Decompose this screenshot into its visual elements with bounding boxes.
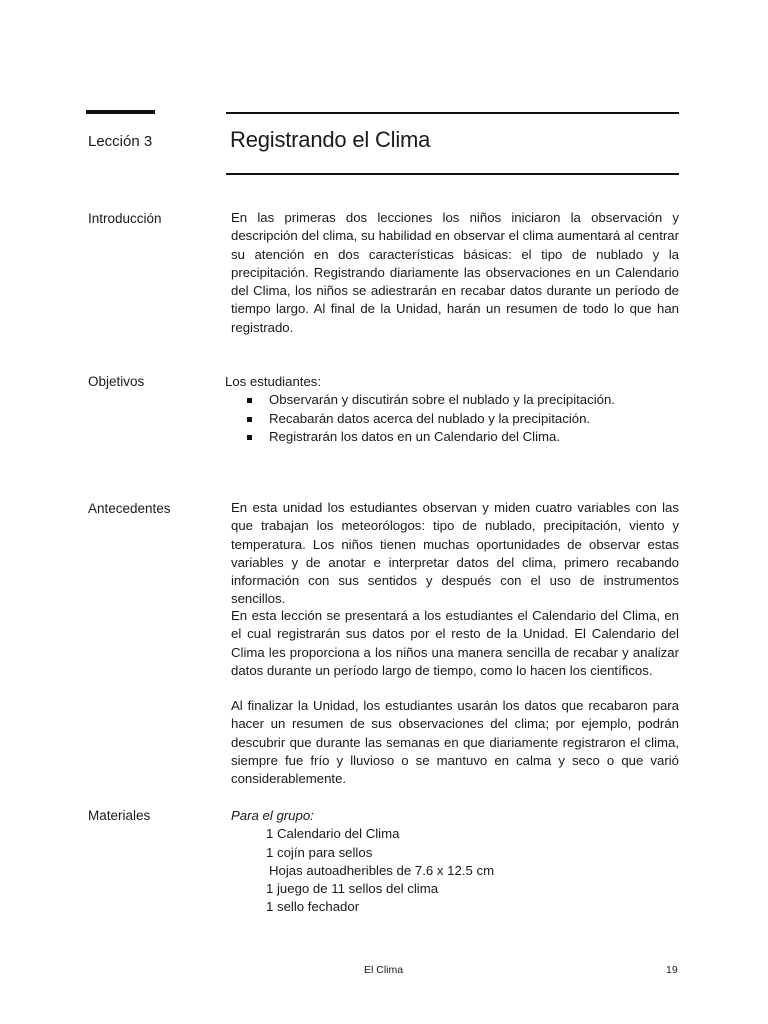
section-label-background: Antecedentes [88, 501, 171, 516]
intro-paragraph: En las primeras dos lecciones los niños iniciaron la observación y descripción del clima, su habilidad en observar el clima aumentará al centrar su atención en dos características básicas: el tipo de nublado y la precipitación. Registrando diariamente las observaciones en un Calendario del Clima, los niños se adiestrarán en recabar datos durante un período de tiempo largo. Al final de la Unidad, harán un resumen de todo lo que han registrado. [231, 210, 679, 335]
objectives-list [225, 391, 685, 446]
section-label-intro: Introducción [88, 211, 162, 226]
header-rule-left [86, 110, 155, 114]
objective-text: Observarán y discutirán sobre el nublado y la precipitación. [269, 392, 615, 408]
objective-text: Recabarán datos acerca del nublado y la precipitación. [269, 410, 591, 426]
bullet-icon [247, 417, 252, 422]
list-item: Hojas autoadheribles de 7.6 x 12.5 cm [269, 862, 495, 878]
header-rule-top [226, 112, 679, 114]
materials-group-heading: Para el grupo: [231, 808, 314, 823]
list-item [225, 428, 685, 446]
lesson-label: Lección 3 [88, 133, 153, 150]
background-paragraph-1: En esta unidad los estudiantes observan y miden cuatro variables con las que trabajan los meteorólogos: tipo de nublado, precipitación, viento y temperatura. Los niños tienen muchas oportunidades de observar estas variables y de anotar e interpretar datos del clima, primero recabando información con sus sentidos y después con el uso de instrumentos sencillos. [231, 500, 679, 607]
objectives-block [225, 373, 685, 446]
objective-text: Registrarán los datos en un Calendario del Clima. [269, 428, 561, 444]
background-paragraph-2: En esta lección se presentará a los estudiantes el Calendario del Clima, en el cual registrarán sus datos por el resto de la Unidad. El Calendario del Clima les proporciona a los niños una manera sencilla de recabar y analizar datos durante un período largo de tiempo, como lo hacen los científicos. [231, 608, 679, 678]
bullet-icon [247, 435, 252, 440]
footer-title: El Clima [364, 964, 404, 976]
bullet-icon [247, 398, 252, 403]
section-label-objectives: Objetivos [88, 374, 145, 389]
page-number: 19 [666, 964, 678, 976]
list-item: 1 cojín para sellos [266, 844, 373, 860]
header-rule-bottom [226, 173, 679, 175]
list-item: 1 Calendario del Clima [266, 826, 400, 842]
list-item: 1 juego de 11 sellos del clima [266, 881, 439, 897]
background-paragraph-3: Al finalizar la Unidad, los estudiantes usarán los datos que recabaron para hacer un resumen de sus observaciones del clima; por ejemplo, podrán descubrir que durante las semanas en que diariamente registraron el clima, siempre fue frío y lluvioso o se mantuvo en calma y seco o que varió considerablemente. [231, 698, 679, 787]
list-item [225, 391, 685, 409]
list-item [225, 410, 685, 428]
list-item: 1 sello fechador [266, 899, 360, 915]
materials-block [231, 807, 681, 917]
objectives-lead: Los estudiantes: [225, 374, 322, 389]
section-label-materials: Materiales [88, 808, 151, 823]
page-title: Registrando el Clima [230, 127, 431, 152]
